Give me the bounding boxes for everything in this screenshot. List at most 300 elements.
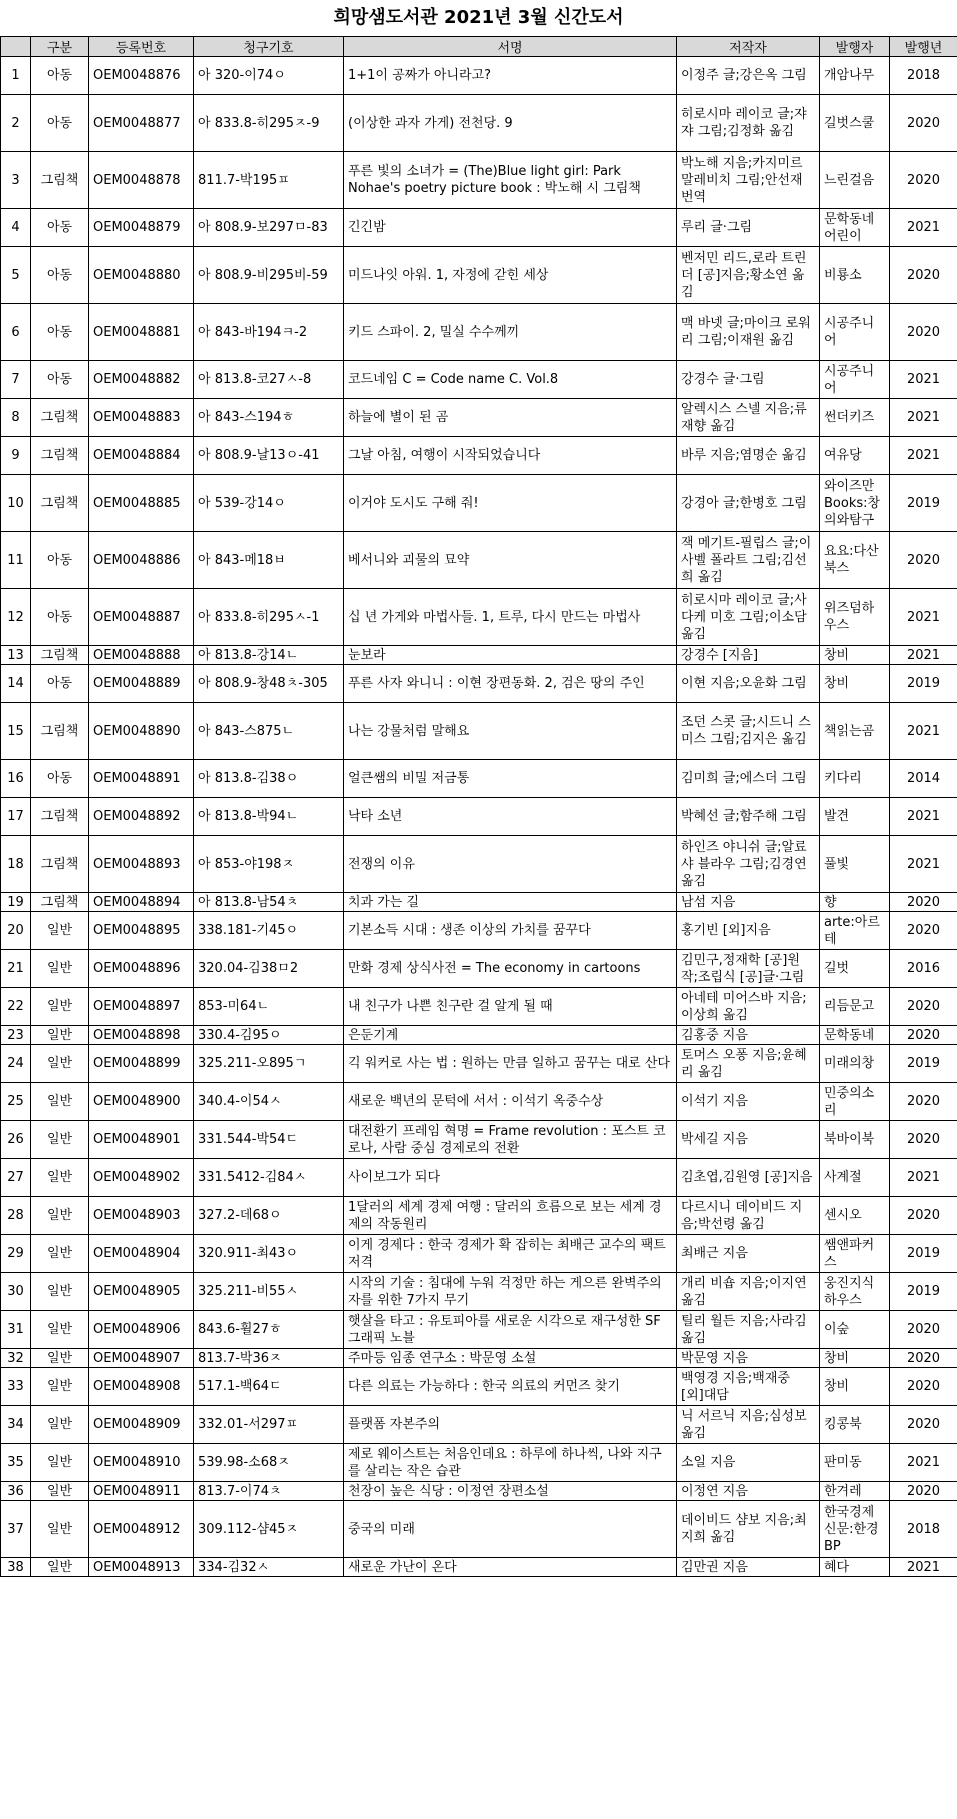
cell-no: 9 (1, 437, 31, 475)
cell-year: 2020 (890, 1121, 957, 1159)
cell-no: 27 (1, 1159, 31, 1197)
cell-title: 긱 워커로 사는 법 : 원하는 만큼 일하고 꿈꾸는 대로 산다 (344, 1045, 677, 1083)
cell-year: 2021 (890, 703, 957, 760)
cell-type: 일반 (31, 1558, 89, 1577)
table-row (1, 1083, 957, 1121)
cell-call: 아 833.8-히295ㅈ-9 (194, 95, 344, 152)
cell-title: 대전환기 프레임 혁명 = Frame revolution : 포스트 코로나, 사람 중심 경제로의 전환 (344, 1121, 677, 1159)
cell-type: 일반 (31, 950, 89, 988)
cell-year: 2021 (890, 836, 957, 893)
cell-author: 토머스 오퐁 지음;윤혜리 옮김 (677, 1045, 820, 1083)
cell-title: 얼큰쌤의 비밀 저금통 (344, 760, 677, 798)
cell-reg: OEM0048887 (89, 589, 194, 646)
cell-title: 내 친구가 나쁜 친구란 걸 알게 될 때 (344, 988, 677, 1026)
cell-call: 아 320-이74ㅇ (194, 57, 344, 95)
cell-author: 박문영 지음 (677, 1349, 820, 1368)
cell-author: 히로시마 레이코 글;사다케 미호 그림;이소담 옮김 (677, 589, 820, 646)
table-row (1, 399, 957, 437)
table-row (1, 532, 957, 589)
cell-call: 843.6-휠27ㅎ (194, 1311, 344, 1349)
cell-type: 일반 (31, 1026, 89, 1045)
cell-type: 일반 (31, 988, 89, 1026)
cell-reg: OEM0048888 (89, 646, 194, 665)
cell-title: 푸른 빛의 소녀가 = (The)Blue light girl: Park Nohae's poetry picture book : 박노해 시 그림책 (344, 152, 677, 209)
cell-title: 새로운 백년의 문턱에 서서 : 이석기 옥중수상 (344, 1083, 677, 1121)
cell-call: 아 843-바194ㅋ-2 (194, 304, 344, 361)
cell-year: 2021 (890, 1558, 957, 1577)
cell-call: 아 808.9-비295비-59 (194, 247, 344, 304)
cell-year: 2021 (890, 589, 957, 646)
col-header-call: 청구기호 (194, 37, 344, 57)
cell-no: 29 (1, 1235, 31, 1273)
cell-no: 8 (1, 399, 31, 437)
cell-type: 일반 (31, 1368, 89, 1406)
cell-year: 2014 (890, 760, 957, 798)
table-row (1, 1045, 957, 1083)
cell-call: 아 833.8-히295ㅅ-1 (194, 589, 344, 646)
cell-call: 309.112-샴45ㅈ (194, 1501, 344, 1558)
header-row (1, 37, 957, 57)
cell-type: 그림책 (31, 798, 89, 836)
cell-title: 천장이 높은 식당 : 이정연 장편소설 (344, 1482, 677, 1501)
cell-author: 백영경 지음;백재중 [외]대담 (677, 1368, 820, 1406)
cell-type: 그림책 (31, 703, 89, 760)
cell-call: 331.544-박54ㄷ (194, 1121, 344, 1159)
cell-title: 이거야 도시도 구해 줘! (344, 475, 677, 532)
cell-reg: OEM0048891 (89, 760, 194, 798)
cell-author: 이정연 지음 (677, 1482, 820, 1501)
cell-call: 331.5412-김84ㅅ (194, 1159, 344, 1197)
cell-call: 아 808.9-날13ㅇ-41 (194, 437, 344, 475)
cell-no: 14 (1, 665, 31, 703)
cell-call: 아 808.9-보297ㅁ-83 (194, 209, 344, 247)
cell-year: 2018 (890, 1501, 957, 1558)
cell-author: 이석기 지음 (677, 1083, 820, 1121)
cell-title: 기본소득 시대 : 생존 이상의 가치를 꿈꾸다 (344, 912, 677, 950)
cell-title: 시작의 기술 : 침대에 누워 걱정만 하는 게으른 완벽주의자를 위한 7가지 무기 (344, 1273, 677, 1311)
cell-type: 그림책 (31, 836, 89, 893)
cell-call: 853-미64ㄴ (194, 988, 344, 1026)
cell-publisher: 시공주니어 (820, 304, 890, 361)
col-header-author: 저작자 (677, 37, 820, 57)
cell-type: 일반 (31, 1273, 89, 1311)
cell-publisher: 킹콩북 (820, 1406, 890, 1444)
book-table (0, 36, 957, 1577)
cell-no: 21 (1, 950, 31, 988)
cell-title: 은둔기계 (344, 1026, 677, 1045)
cell-call: 332.01-서297ㅍ (194, 1406, 344, 1444)
cell-year: 2019 (890, 1273, 957, 1311)
cell-author: 다르시니 데이비드 지음;박선령 옮김 (677, 1197, 820, 1235)
cell-type: 일반 (31, 1444, 89, 1482)
cell-no: 37 (1, 1501, 31, 1558)
cell-type: 아동 (31, 760, 89, 798)
cell-call: 아 539-강14ㅇ (194, 475, 344, 532)
table-row (1, 304, 957, 361)
cell-publisher: 북바이북 (820, 1121, 890, 1159)
col-header-reg: 등록번호 (89, 37, 194, 57)
table-row (1, 1501, 957, 1558)
cell-year: 2018 (890, 57, 957, 95)
table-row (1, 798, 957, 836)
table-row (1, 95, 957, 152)
table-row (1, 1349, 957, 1368)
cell-reg: OEM0048877 (89, 95, 194, 152)
cell-reg: OEM0048886 (89, 532, 194, 589)
cell-publisher: 혜다 (820, 1558, 890, 1577)
table-row (1, 1121, 957, 1159)
cell-reg: OEM0048897 (89, 988, 194, 1026)
cell-title: 미드나잇 아워. 1, 자정에 갇힌 세상 (344, 247, 677, 304)
cell-publisher: 한겨레 (820, 1482, 890, 1501)
table-row (1, 152, 957, 209)
table-row (1, 646, 957, 665)
cell-publisher: 한국경제신문:한경BP (820, 1501, 890, 1558)
cell-year: 2020 (890, 247, 957, 304)
cell-author: 데이비드 샴보 지음;최지희 옮김 (677, 1501, 820, 1558)
cell-author: 김홍중 지음 (677, 1026, 820, 1045)
cell-no: 26 (1, 1121, 31, 1159)
cell-type: 아동 (31, 304, 89, 361)
cell-no: 28 (1, 1197, 31, 1235)
cell-call: 327.2-데68ㅇ (194, 1197, 344, 1235)
cell-publisher: 개암나무 (820, 57, 890, 95)
cell-author: 박세길 지음 (677, 1121, 820, 1159)
table-row (1, 247, 957, 304)
cell-author: 하인즈 야니쉬 글;알료샤 블라우 그림;김경연 옮김 (677, 836, 820, 893)
cell-type: 그림책 (31, 646, 89, 665)
cell-author: 소일 지음 (677, 1444, 820, 1482)
cell-no: 38 (1, 1558, 31, 1577)
cell-type: 그림책 (31, 152, 89, 209)
cell-reg: OEM0048879 (89, 209, 194, 247)
cell-no: 36 (1, 1482, 31, 1501)
cell-year: 2019 (890, 1235, 957, 1273)
cell-reg: OEM0048883 (89, 399, 194, 437)
table-row (1, 1406, 957, 1444)
cell-title: 사이보그가 되다 (344, 1159, 677, 1197)
cell-reg: OEM0048913 (89, 1558, 194, 1577)
cell-call: 539.98-소68ㅈ (194, 1444, 344, 1482)
cell-publisher: 문학동네 (820, 1026, 890, 1045)
cell-publisher: 요요:다산북스 (820, 532, 890, 589)
cell-year: 2020 (890, 532, 957, 589)
table-row (1, 57, 957, 95)
cell-type: 그림책 (31, 399, 89, 437)
cell-reg: OEM0048906 (89, 1311, 194, 1349)
cell-reg: OEM0048911 (89, 1482, 194, 1501)
cell-title: 1+1이 공짜가 아니라고? (344, 57, 677, 95)
cell-call: 325.211-비55ㅅ (194, 1273, 344, 1311)
cell-no: 32 (1, 1349, 31, 1368)
table-row (1, 912, 957, 950)
cell-publisher: 위즈덤하우스 (820, 589, 890, 646)
cell-title: 이게 경제다 : 한국 경제가 확 잡히는 최배근 교수의 팩트 저격 (344, 1235, 677, 1273)
cell-title: 전쟁의 이유 (344, 836, 677, 893)
table-row (1, 1235, 957, 1273)
cell-year: 2020 (890, 95, 957, 152)
cell-no: 22 (1, 988, 31, 1026)
cell-call: 811.7-박195ㅍ (194, 152, 344, 209)
cell-no: 23 (1, 1026, 31, 1045)
cell-author: 닉 서르닉 지음;심성보 옮김 (677, 1406, 820, 1444)
cell-author: 아네테 미어스바 지음;이상희 옮김 (677, 988, 820, 1026)
cell-call: 아 813.8-김38ㅇ (194, 760, 344, 798)
cell-title: 나는 강물처럼 말해요 (344, 703, 677, 760)
table-body (1, 57, 957, 1577)
cell-reg: OEM0048885 (89, 475, 194, 532)
cell-call: 아 813.8-박94ㄴ (194, 798, 344, 836)
cell-type: 일반 (31, 1197, 89, 1235)
cell-year: 2020 (890, 1026, 957, 1045)
cell-author: 루리 글·그림 (677, 209, 820, 247)
cell-author: 조던 스콧 글;시드니 스미스 그림;김지은 옮김 (677, 703, 820, 760)
cell-type: 일반 (31, 1406, 89, 1444)
cell-type: 일반 (31, 1159, 89, 1197)
cell-reg: OEM0048907 (89, 1349, 194, 1368)
cell-publisher: 길벗 (820, 950, 890, 988)
cell-no: 15 (1, 703, 31, 760)
cell-title: 다른 의료는 가능하다 : 한국 의료의 커먼즈 찾기 (344, 1368, 677, 1406)
col-header-type: 구분 (31, 37, 89, 57)
cell-reg: OEM0048912 (89, 1501, 194, 1558)
cell-call: 아 843-메18ㅂ (194, 532, 344, 589)
cell-title: 햇살을 타고 : 유토피아를 새로운 시각으로 재구성한 SF 그래픽 노블 (344, 1311, 677, 1349)
cell-publisher: 창비 (820, 646, 890, 665)
table-row (1, 760, 957, 798)
cell-publisher: 창비 (820, 1368, 890, 1406)
cell-title: 만화 경제 상식사전 = The economy in cartoons (344, 950, 677, 988)
cell-publisher: 문학동네어린이 (820, 209, 890, 247)
cell-call: 517.1-백64ㄷ (194, 1368, 344, 1406)
cell-call: 320.911-최43ㅇ (194, 1235, 344, 1273)
cell-title: 하늘에 별이 된 곰 (344, 399, 677, 437)
cell-author: 바루 지음;염명순 옮김 (677, 437, 820, 475)
cell-type: 아동 (31, 209, 89, 247)
cell-no: 3 (1, 152, 31, 209)
cell-reg: OEM0048898 (89, 1026, 194, 1045)
cell-year: 2016 (890, 950, 957, 988)
cell-type: 그림책 (31, 437, 89, 475)
col-header-year: 발행년 (890, 37, 957, 57)
cell-reg: OEM0048876 (89, 57, 194, 95)
table-row (1, 1026, 957, 1045)
cell-publisher: 책읽는곰 (820, 703, 890, 760)
cell-author: 잭 메기트-필립스 글;이사벨 폴라트 그림;김선희 옮김 (677, 532, 820, 589)
cell-title: 주마등 임종 연구소 : 박문영 소설 (344, 1349, 677, 1368)
cell-year: 2020 (890, 912, 957, 950)
cell-reg: OEM0048881 (89, 304, 194, 361)
cell-publisher: 쌤앤파커스 (820, 1235, 890, 1273)
cell-type: 일반 (31, 912, 89, 950)
cell-year: 2020 (890, 1406, 957, 1444)
cell-no: 1 (1, 57, 31, 95)
col-header-title: 서명 (344, 37, 677, 57)
cell-no: 19 (1, 893, 31, 912)
cell-year: 2021 (890, 437, 957, 475)
cell-year: 2020 (890, 152, 957, 209)
cell-title: 그날 아침, 여행이 시작되었습니다 (344, 437, 677, 475)
cell-no: 4 (1, 209, 31, 247)
cell-call: 330.4-김95ㅇ (194, 1026, 344, 1045)
cell-year: 2020 (890, 1083, 957, 1121)
cell-year: 2019 (890, 1045, 957, 1083)
cell-year: 2021 (890, 1444, 957, 1482)
cell-publisher: 창비 (820, 665, 890, 703)
cell-publisher: 시공주니어 (820, 361, 890, 399)
cell-publisher: 이숲 (820, 1311, 890, 1349)
cell-author: 틸리 월든 지음;사라김 옮김 (677, 1311, 820, 1349)
cell-publisher: 창비 (820, 1349, 890, 1368)
cell-reg: OEM0048899 (89, 1045, 194, 1083)
cell-call: 338.181-기45ㅇ (194, 912, 344, 950)
cell-author: 이정주 글;강은옥 그림 (677, 57, 820, 95)
cell-author: 김초엽,김원영 [공]지음 (677, 1159, 820, 1197)
table-row (1, 1482, 957, 1501)
cell-author: 홍기빈 [외]지음 (677, 912, 820, 950)
cell-no: 10 (1, 475, 31, 532)
table-row (1, 703, 957, 760)
page-title: 희망샘도서관 2021년 3월 신간도서 (333, 7, 624, 28)
cell-year: 2019 (890, 665, 957, 703)
cell-title: 중국의 미래 (344, 1501, 677, 1558)
cell-no: 7 (1, 361, 31, 399)
cell-title: 제로 웨이스트는 처음인데요 : 하루에 하나씩, 나와 지구를 살리는 작은 습관 (344, 1444, 677, 1482)
cell-no: 17 (1, 798, 31, 836)
cell-call: 아 843-스194ㅎ (194, 399, 344, 437)
cell-type: 일반 (31, 1349, 89, 1368)
cell-call: 813.7-박36ㅈ (194, 1349, 344, 1368)
cell-publisher: 사계절 (820, 1159, 890, 1197)
cell-title: (이상한 과자 가게) 전천당. 9 (344, 95, 677, 152)
cell-author: 김민구,정재학 [공]원작;조립식 [공]글·그림 (677, 950, 820, 988)
cell-type: 일반 (31, 1235, 89, 1273)
cell-no: 35 (1, 1444, 31, 1482)
cell-publisher: 썬더키즈 (820, 399, 890, 437)
cell-call: 아 813.8-코27ㅅ-8 (194, 361, 344, 399)
cell-type: 아동 (31, 665, 89, 703)
cell-call: 아 813.8-남54ㅊ (194, 893, 344, 912)
cell-reg: OEM0048902 (89, 1159, 194, 1197)
cell-no: 12 (1, 589, 31, 646)
table-row (1, 1197, 957, 1235)
table-row (1, 836, 957, 893)
cell-call: 325.211-오895ㄱ (194, 1045, 344, 1083)
cell-publisher: 웅진지식하우스 (820, 1273, 890, 1311)
cell-publisher: 센시오 (820, 1197, 890, 1235)
cell-year: 2020 (890, 1197, 957, 1235)
cell-reg: OEM0048896 (89, 950, 194, 988)
col-header-no (1, 37, 31, 57)
cell-author: 박혜선 글;함주해 그림 (677, 798, 820, 836)
cell-author: 김미희 글;에스더 그림 (677, 760, 820, 798)
cell-title: 키드 스파이. 2, 밀실 수수께끼 (344, 304, 677, 361)
table-row (1, 589, 957, 646)
cell-title: 긴긴밤 (344, 209, 677, 247)
cell-publisher: 판미동 (820, 1444, 890, 1482)
cell-author: 강경수 [지음] (677, 646, 820, 665)
cell-publisher: 길벗스쿨 (820, 95, 890, 152)
cell-publisher: 풀빛 (820, 836, 890, 893)
cell-year: 2020 (890, 304, 957, 361)
cell-author: 최배근 지음 (677, 1235, 820, 1273)
cell-call: 813.7-이74ㅊ (194, 1482, 344, 1501)
cell-author: 박노해 지음;카지미르 말레비치 그림;안선재 번역 (677, 152, 820, 209)
cell-no: 31 (1, 1311, 31, 1349)
cell-no: 20 (1, 912, 31, 950)
cell-no: 5 (1, 247, 31, 304)
cell-publisher: 민중의소리 (820, 1083, 890, 1121)
cell-type: 아동 (31, 589, 89, 646)
cell-no: 6 (1, 304, 31, 361)
table-row (1, 475, 957, 532)
cell-no: 24 (1, 1045, 31, 1083)
cell-reg: OEM0048880 (89, 247, 194, 304)
cell-call: 아 843-스875ㄴ (194, 703, 344, 760)
cell-type: 일반 (31, 1083, 89, 1121)
cell-year: 2020 (890, 1349, 957, 1368)
cell-reg: OEM0048908 (89, 1368, 194, 1406)
cell-author: 강경아 글;한병호 그림 (677, 475, 820, 532)
cell-publisher: 키다리 (820, 760, 890, 798)
cell-year: 2021 (890, 1159, 957, 1197)
table-row (1, 1159, 957, 1197)
cell-reg: OEM0048909 (89, 1406, 194, 1444)
cell-title: 낙타 소년 (344, 798, 677, 836)
cell-no: 16 (1, 760, 31, 798)
cell-publisher: 비룡소 (820, 247, 890, 304)
cell-type: 그림책 (31, 475, 89, 532)
table-row (1, 361, 957, 399)
cell-reg: OEM0048894 (89, 893, 194, 912)
cell-year: 2021 (890, 646, 957, 665)
cell-author: 남섬 지음 (677, 893, 820, 912)
table-row (1, 1368, 957, 1406)
cell-type: 일반 (31, 1311, 89, 1349)
cell-type: 일반 (31, 1121, 89, 1159)
cell-reg: OEM0048893 (89, 836, 194, 893)
cell-reg: OEM0048904 (89, 1235, 194, 1273)
cell-reg: OEM0048905 (89, 1273, 194, 1311)
table-row (1, 209, 957, 247)
cell-reg: OEM0048889 (89, 665, 194, 703)
cell-author: 이현 지음;오윤화 그림 (677, 665, 820, 703)
table-row (1, 950, 957, 988)
cell-title: 플랫폼 자본주의 (344, 1406, 677, 1444)
cell-type: 그림책 (31, 893, 89, 912)
cell-type: 일반 (31, 1482, 89, 1501)
cell-year: 2021 (890, 209, 957, 247)
table-row (1, 988, 957, 1026)
cell-reg: OEM0048910 (89, 1444, 194, 1482)
cell-call: 아 808.9-창48ㅊ-305 (194, 665, 344, 703)
cell-type: 아동 (31, 361, 89, 399)
cell-reg: OEM0048882 (89, 361, 194, 399)
cell-title: 코드네임 C = Code name C. Vol.8 (344, 361, 677, 399)
cell-call: 320.04-김38ㅁ2 (194, 950, 344, 988)
cell-no: 18 (1, 836, 31, 893)
cell-reg: OEM0048890 (89, 703, 194, 760)
table-row (1, 665, 957, 703)
cell-type: 아동 (31, 247, 89, 304)
cell-publisher: 리듬문고 (820, 988, 890, 1026)
cell-year: 2021 (890, 361, 957, 399)
cell-year: 2019 (890, 475, 957, 532)
cell-no: 33 (1, 1368, 31, 1406)
cell-year: 2020 (890, 1368, 957, 1406)
cell-type: 일반 (31, 1501, 89, 1558)
cell-title: 베서니와 괴물의 묘약 (344, 532, 677, 589)
